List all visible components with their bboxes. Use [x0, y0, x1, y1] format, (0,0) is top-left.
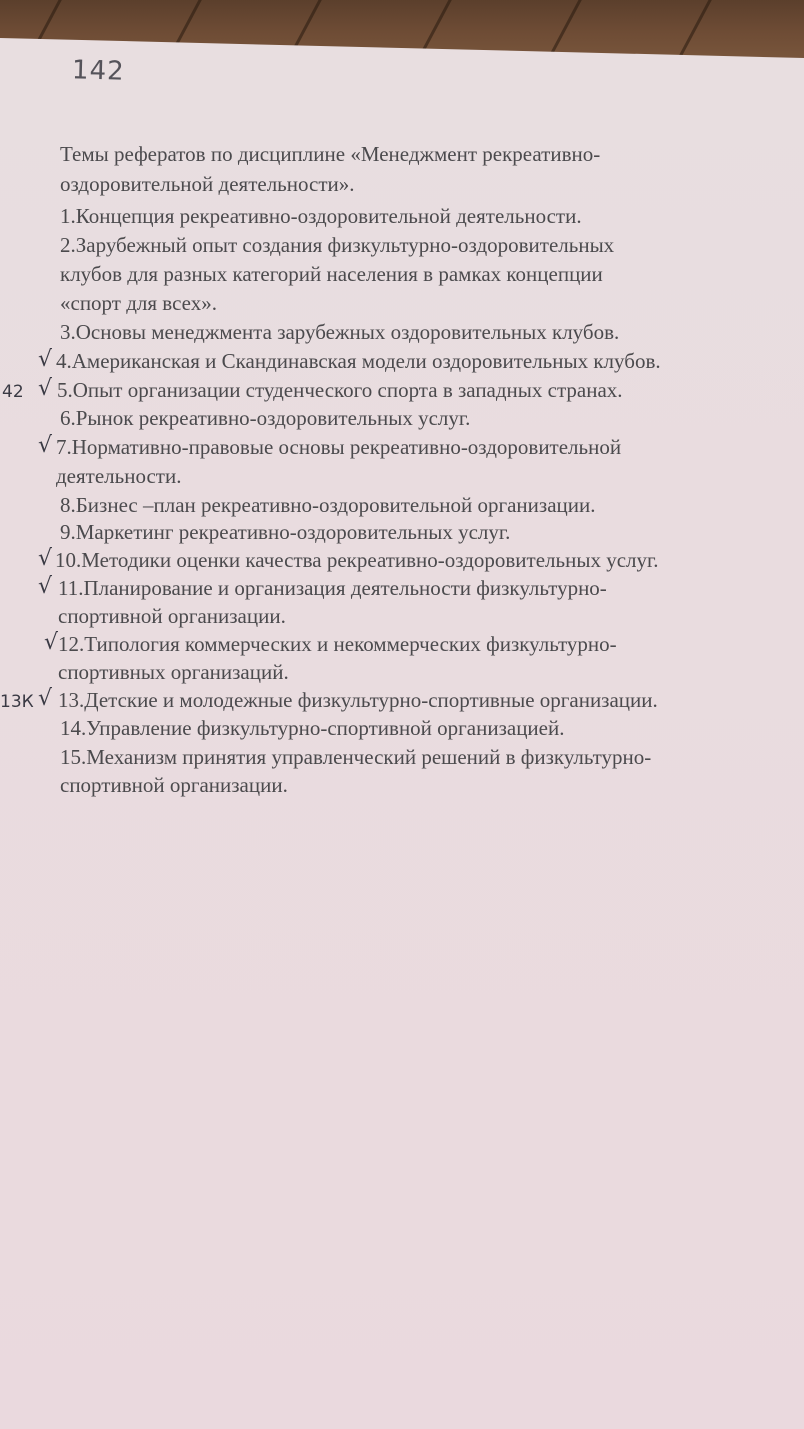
- topic-item-11-cont: спортивной организации.: [58, 604, 286, 628]
- topic-item-15: 15.Механизм принятия управленческий решений в физкультурно-: [60, 745, 652, 769]
- topic-item-4: 4.Американская и Скандинавская модели оздоровительных клубов.: [56, 349, 661, 373]
- checkmark-icon: √: [44, 630, 59, 655]
- topic-item-2: 2.Зарубежный опыт создания физкультурно-оздоровительных: [60, 233, 615, 257]
- handwritten-note-13k: 13К: [0, 692, 34, 712]
- topic-item-12-cont: спортивных организаций.: [58, 660, 289, 684]
- document-title-line-1: Темы рефератов по дисциплине «Менеджмент рекреативно-: [60, 142, 601, 166]
- topic-item-6: 6.Рынок рекреативно-оздоровительных услуг.: [60, 406, 471, 430]
- checkmark-icon: √: [38, 574, 53, 599]
- topic-item-11: 11.Планирование и организация деятельности физкультурно-: [58, 576, 607, 600]
- checkmark-icon: √: [38, 546, 53, 571]
- checkmark-icon: √: [38, 347, 53, 372]
- topic-item-10: 10.Методики оценки качества рекреативно-оздоровительных услуг.: [55, 548, 659, 572]
- topic-item-2-cont-1: клубов для разных категорий населения в рамках концепции: [60, 262, 603, 286]
- topic-item-7: 7.Нормативно-правовые основы рекреативно-оздоровительной: [56, 435, 622, 459]
- topic-item-13: 13.Детские и молодежные физкультурно-спортивные организации.: [58, 688, 658, 712]
- topic-item-14: 14.Управление физкультурно-спортивной организацией.: [60, 716, 565, 740]
- topic-item-7-cont: деятельности.: [56, 464, 182, 488]
- topic-item-5: 5.Опыт организации студенческого спорта в западных странах.: [57, 378, 623, 402]
- topic-item-1: 1.Концепция рекреативно-оздоровительной деятельности.: [60, 204, 582, 228]
- handwritten-note-42: 42: [2, 382, 24, 402]
- topic-item-12: 12.Типология коммерческих и некоммерческих физкультурно-: [58, 632, 617, 656]
- topic-item-3: 3.Основы менеджмента зарубежных оздоровительных клубов.: [60, 320, 620, 344]
- checkmark-icon: √: [38, 686, 53, 711]
- topic-item-2-cont-2: «спорт для всех».: [60, 291, 217, 315]
- handwritten-page-number: 142: [71, 55, 126, 87]
- checkmark-icon: √: [38, 433, 53, 458]
- topic-item-15-cont: спортивной организации.: [60, 773, 288, 797]
- topic-item-8: 8.Бизнес –план рекреативно-оздоровительной организации.: [60, 493, 596, 517]
- document-title-line-2: оздоровительной деятельности».: [60, 172, 355, 196]
- checkmark-icon: √: [38, 376, 53, 401]
- topic-item-9: 9.Маркетинг рекреативно-оздоровительных услуг.: [60, 520, 511, 544]
